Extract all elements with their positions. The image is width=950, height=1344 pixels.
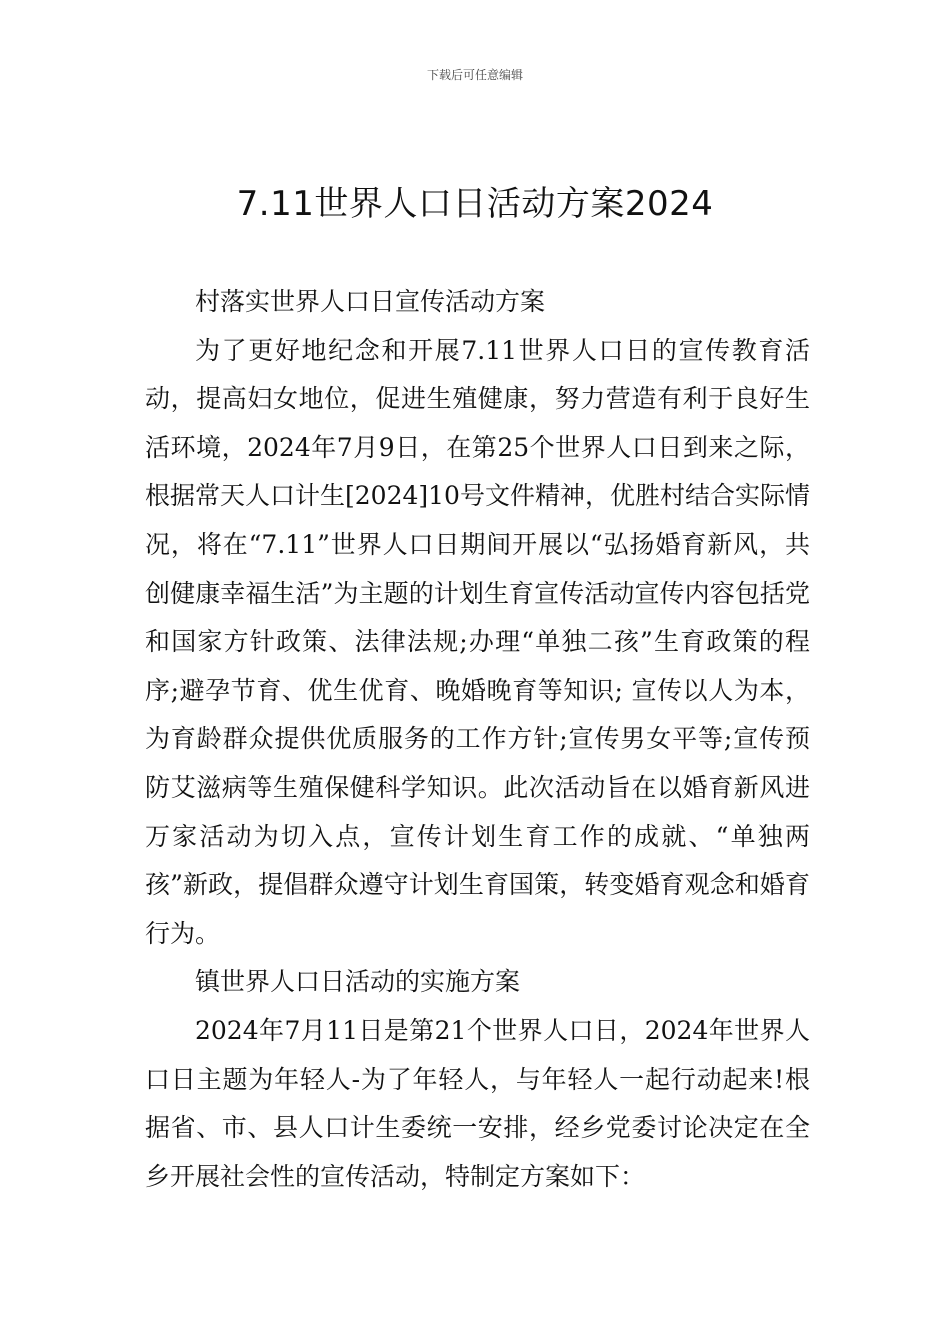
paragraph-town-plan: 2024年7月11日是第21个世界人口日，2024年世界人口日主题为年轻人-为了年轻人，与年轻人一起行动起来!根据省、市、县人口计生委统一安排，经乡党委讨论决定在全乡开展社会性的宣传活动，特制定方案如下： [145, 1015, 810, 1191]
section-heading-town: 镇世界人口日活动的实施方案 [195, 967, 521, 997]
page-header-note: 下载后可任意编辑 [426, 68, 523, 82]
document-title: 7.11世界人口日活动方案2024 [236, 184, 714, 224]
section-heading-village: 村落实世界人口日宣传活动方案 [195, 287, 546, 316]
paragraph-village-plan: 为了更好地纪念和开展7.11世界人口日的宣传教育活动，提高妇女地位，促进生殖健康，努力营造有利于良好生活环境，2024年7月9日，在第25个世界人口日到来之际，根据常天人口计生[2024]10号文件精神，优胜村结合实际情况，将在“7.11”世界人口日期间开展以“弘扬婚育新风，共创健康幸福生活”为主题的计划生育宣传活动宣传内容包括党和国家方针政策、法律法规;办理“单独二孩”生育政策的程序;避孕节育、优生优育、晚婚晚育等知识; 宣传以人为本，为育龄群众提供优质服务的工作方针;宣传男女平等;宣传预防艾滋病等生殖保健科学知识。此次活动旨在以婚育新风进万家活动为切入点，宣传计划生育工作的成就、“单独两孩”新政，提倡群众遵守计划生育国策，转变婚育观念和婚育行为。 [145, 335, 810, 948]
document-body [145, 278, 810, 1201]
